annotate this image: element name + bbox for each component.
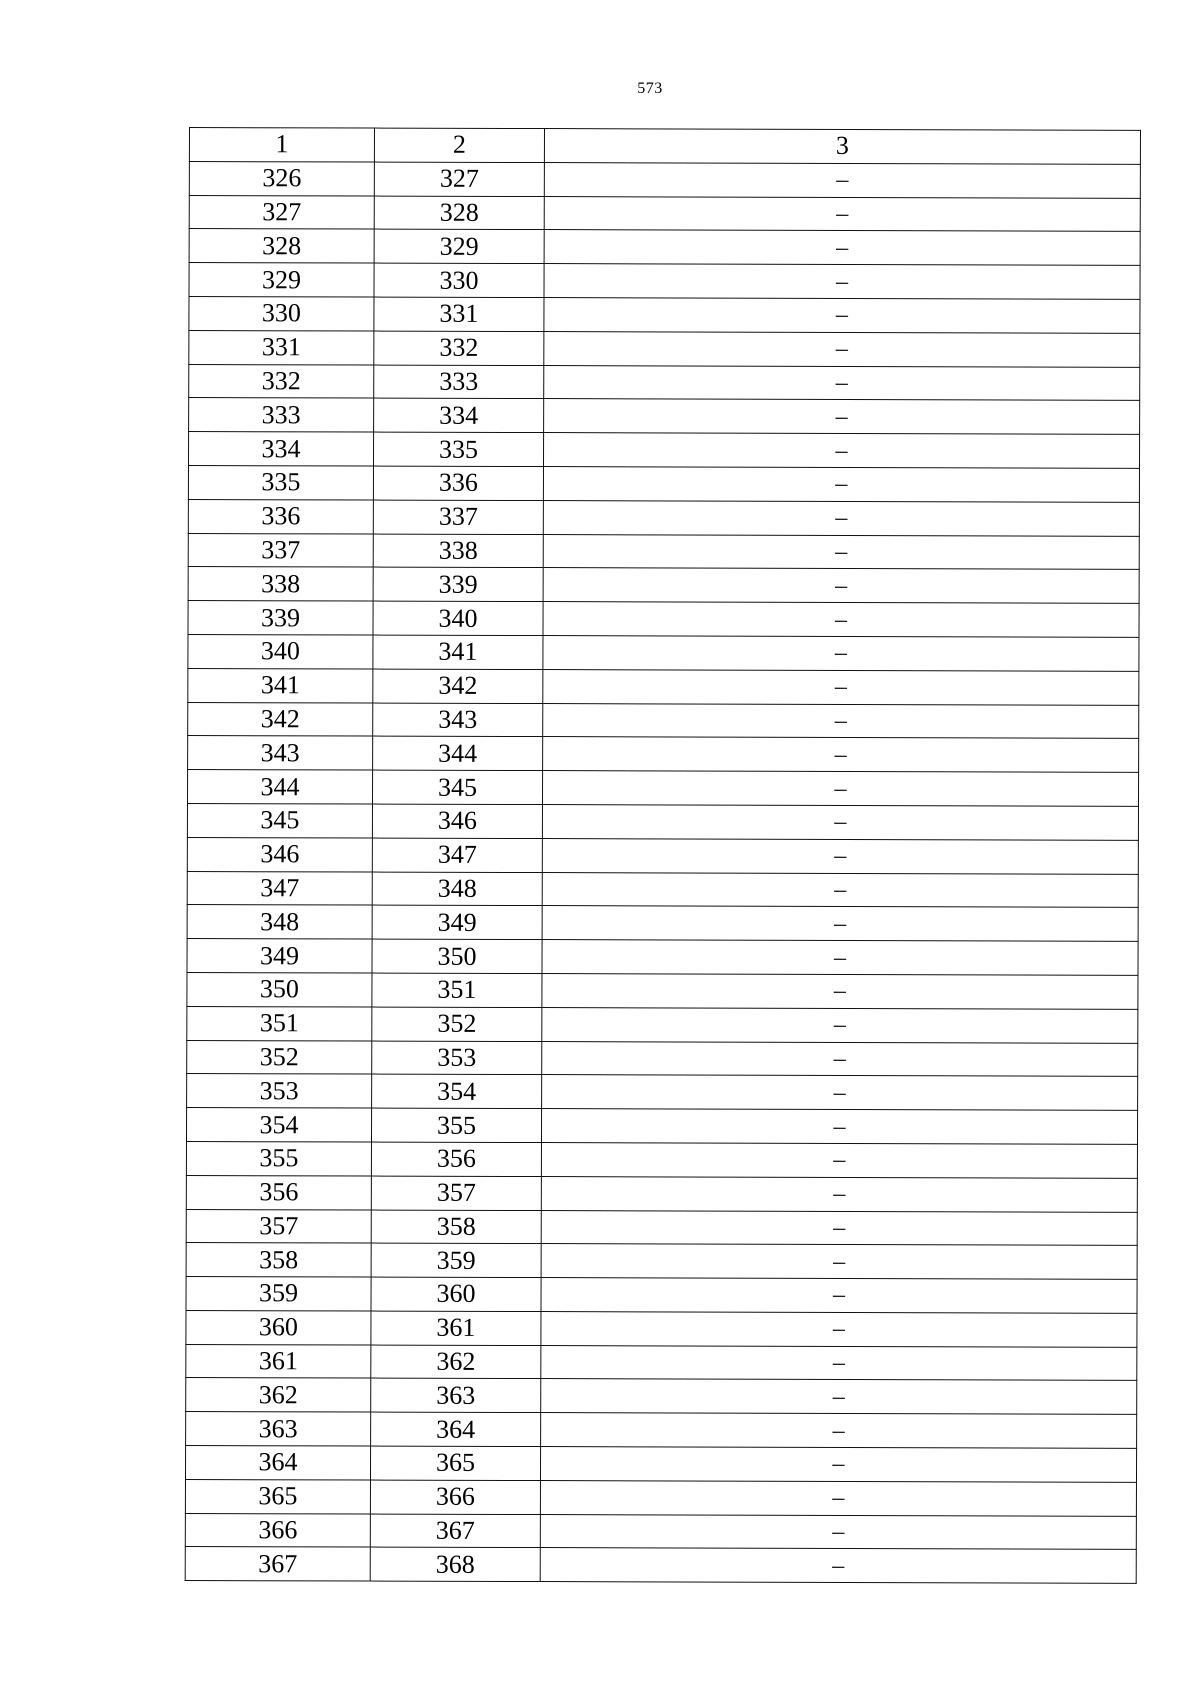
table-cell-dash: – [543,433,1139,469]
table-cell: 367 [185,1547,370,1581]
table-row [186,1209,1137,1246]
table-cell: 333 [374,365,544,399]
table-cell: 357 [371,1176,541,1210]
table-cell: 347 [372,838,542,872]
table-row [188,736,1139,773]
table-header-row [189,128,1140,165]
table-cell: 346 [372,804,542,838]
table-row [186,1412,1137,1449]
table-cell-dash: – [540,1447,1136,1483]
table-row [186,1175,1137,1212]
table-cell: 367 [370,1514,540,1548]
table-row [189,296,1140,333]
table-cell: 329 [189,263,374,297]
table-row [189,229,1140,266]
column-header-3: 3 [544,129,1140,165]
table-cell-dash: – [542,1007,1138,1043]
table-cell: 327 [374,162,544,196]
table-cell: 364 [371,1412,541,1446]
table-cell-dash: – [544,230,1140,266]
table-row [186,1310,1137,1347]
table-cell-dash: – [543,669,1139,705]
table-cell: 337 [188,533,373,567]
table-cell: 336 [373,466,543,500]
table-cell-dash: – [543,500,1139,536]
table-cell-dash: – [541,1278,1137,1314]
column-header-1: 1 [189,128,374,162]
column-header-2: 2 [374,128,544,162]
data-table-container [185,127,1141,1584]
table-cell: 338 [373,534,543,568]
table-cell: 329 [374,229,544,263]
table-cell-dash: – [541,1210,1137,1246]
table-cell: 363 [371,1379,541,1413]
table-cell-dash: – [541,1413,1137,1449]
table-cell: 358 [186,1243,371,1277]
table-cell: 364 [185,1446,370,1480]
table-row [188,634,1139,671]
table-row [187,803,1138,840]
table-cell: 346 [187,837,372,871]
table-cell-dash: – [540,1514,1136,1550]
table-row [189,263,1140,300]
table-cell-dash: – [541,1109,1137,1145]
table-cell: 362 [186,1378,371,1412]
table-cell: 335 [188,465,373,499]
table-body [185,161,1140,1583]
table-cell: 352 [372,1007,542,1041]
table-cell-dash: – [543,703,1139,739]
table-cell: 337 [373,500,543,534]
table-row [187,905,1138,942]
table-cell-dash: – [543,737,1139,773]
table-cell-dash: – [542,872,1138,908]
table-cell-dash: – [543,568,1139,604]
table-cell: 326 [189,161,374,195]
table-cell-dash: – [543,534,1139,570]
table-cell: 356 [186,1175,371,1209]
table-row [187,871,1138,908]
table-cell-dash: – [544,399,1140,435]
table-cell-dash: – [542,838,1138,874]
table-cell: 334 [374,398,544,432]
table-cell: 358 [371,1210,541,1244]
table-row [187,1040,1138,1077]
table-cell: 341 [373,635,543,669]
table-cell-dash: – [542,973,1138,1009]
table-cell-dash: – [541,1244,1137,1280]
table-cell: 350 [187,972,372,1006]
table-cell-dash: – [543,467,1139,503]
table-cell: 330 [189,296,374,330]
table-row [186,1344,1137,1381]
table-cell: 332 [189,364,374,398]
table-row [187,837,1138,874]
table-row [187,1074,1138,1111]
data-table [185,127,1141,1584]
table-cell: 366 [185,1513,370,1547]
table-cell: 355 [186,1141,371,1175]
table-cell: 340 [373,601,543,635]
table-row [185,1479,1136,1516]
table-cell: 331 [374,297,544,331]
table-cell-dash: – [540,1480,1136,1516]
table-cell-dash: – [542,804,1138,840]
table-row [187,770,1138,807]
table-row [189,195,1140,232]
table-cell-dash: – [541,1311,1137,1347]
table-cell: 341 [188,668,373,702]
table-cell-dash: – [543,636,1139,672]
table-cell: 353 [187,1074,372,1108]
table-cell-dash: – [541,1345,1137,1381]
table-cell: 331 [189,330,374,364]
table-row [189,161,1140,198]
table-row [186,1243,1137,1280]
table-cell: 348 [372,872,542,906]
table-row [188,601,1139,638]
table-cell: 339 [188,601,373,635]
table-cell: 360 [371,1277,541,1311]
table-cell: 357 [186,1209,371,1243]
table-cell: 351 [187,1006,372,1040]
table-cell: 344 [187,770,372,804]
table-cell-dash: – [542,906,1138,942]
table-cell-dash: – [542,1075,1138,1111]
table-row [188,668,1139,705]
table-cell-dash: – [544,298,1140,334]
table-cell-dash: – [544,365,1140,401]
table-cell: 359 [371,1243,541,1277]
table-cell: 368 [370,1548,540,1582]
table-cell: 330 [374,263,544,297]
table-row [189,364,1140,401]
table-cell-dash: – [542,771,1138,807]
table-row [187,939,1138,976]
table-cell-dash: – [544,196,1140,232]
table-row [188,432,1139,469]
table-cell: 343 [373,703,543,737]
table-cell-dash: – [544,162,1140,198]
table-cell-dash: – [542,940,1138,976]
table-cell: 355 [371,1108,541,1142]
table-cell-dash: – [541,1142,1137,1178]
table-cell-dash: – [542,1041,1138,1077]
table-cell: 334 [188,432,373,466]
table-cell-dash: – [540,1548,1136,1584]
table-row [187,1006,1138,1043]
table-row [188,465,1139,502]
table-row [189,398,1140,435]
table-cell: 343 [188,736,373,770]
table-cell: 365 [185,1479,370,1513]
table-cell: 350 [372,939,542,973]
table-cell: 345 [187,803,372,837]
table-cell: 338 [188,567,373,601]
table-cell-dash: – [543,602,1139,638]
table-cell: 349 [372,905,542,939]
table-row [188,533,1139,570]
table-cell: 365 [370,1446,540,1480]
table-row [185,1513,1136,1550]
table-cell: 328 [374,196,544,230]
table-cell-dash: – [544,331,1140,367]
table-cell: 362 [371,1345,541,1379]
table-cell-dash: – [544,264,1140,300]
table-row [185,1446,1136,1483]
table-cell: 336 [188,499,373,533]
table-row [186,1141,1137,1178]
table-cell: 356 [371,1142,541,1176]
table-row [189,330,1140,367]
table-row [185,1547,1136,1584]
table-row [186,1108,1137,1145]
table-cell: 328 [189,229,374,263]
table-row [188,567,1139,604]
table-cell: 332 [374,331,544,365]
table-cell: 345 [372,770,542,804]
table-cell: 354 [372,1074,542,1108]
table-row [188,499,1139,536]
table-cell: 342 [188,702,373,736]
table-cell: 349 [187,939,372,973]
table-cell: 361 [371,1311,541,1345]
table-row [187,972,1138,1009]
table-row [186,1378,1137,1415]
table-cell: 340 [188,634,373,668]
table-cell: 359 [186,1277,371,1311]
table-cell: 344 [373,736,543,770]
table-cell: 347 [187,871,372,905]
table-cell: 352 [187,1040,372,1074]
table-cell: 339 [373,567,543,601]
table-cell: 366 [370,1480,540,1514]
table-row [186,1277,1137,1314]
table-cell: 351 [372,973,542,1007]
table-cell-dash: – [541,1176,1137,1212]
table-cell: 342 [373,669,543,703]
table-cell-dash: – [541,1379,1137,1415]
table-cell: 348 [187,905,372,939]
table-cell: 353 [372,1041,542,1075]
page-number: 573 [637,80,663,97]
table-cell: 360 [186,1310,371,1344]
table-cell: 335 [373,432,543,466]
table-cell: 327 [189,195,374,229]
table-cell: 333 [189,398,374,432]
table-cell: 363 [186,1412,371,1446]
table-cell: 354 [186,1108,371,1142]
table-cell: 361 [186,1344,371,1378]
table-row [188,702,1139,739]
